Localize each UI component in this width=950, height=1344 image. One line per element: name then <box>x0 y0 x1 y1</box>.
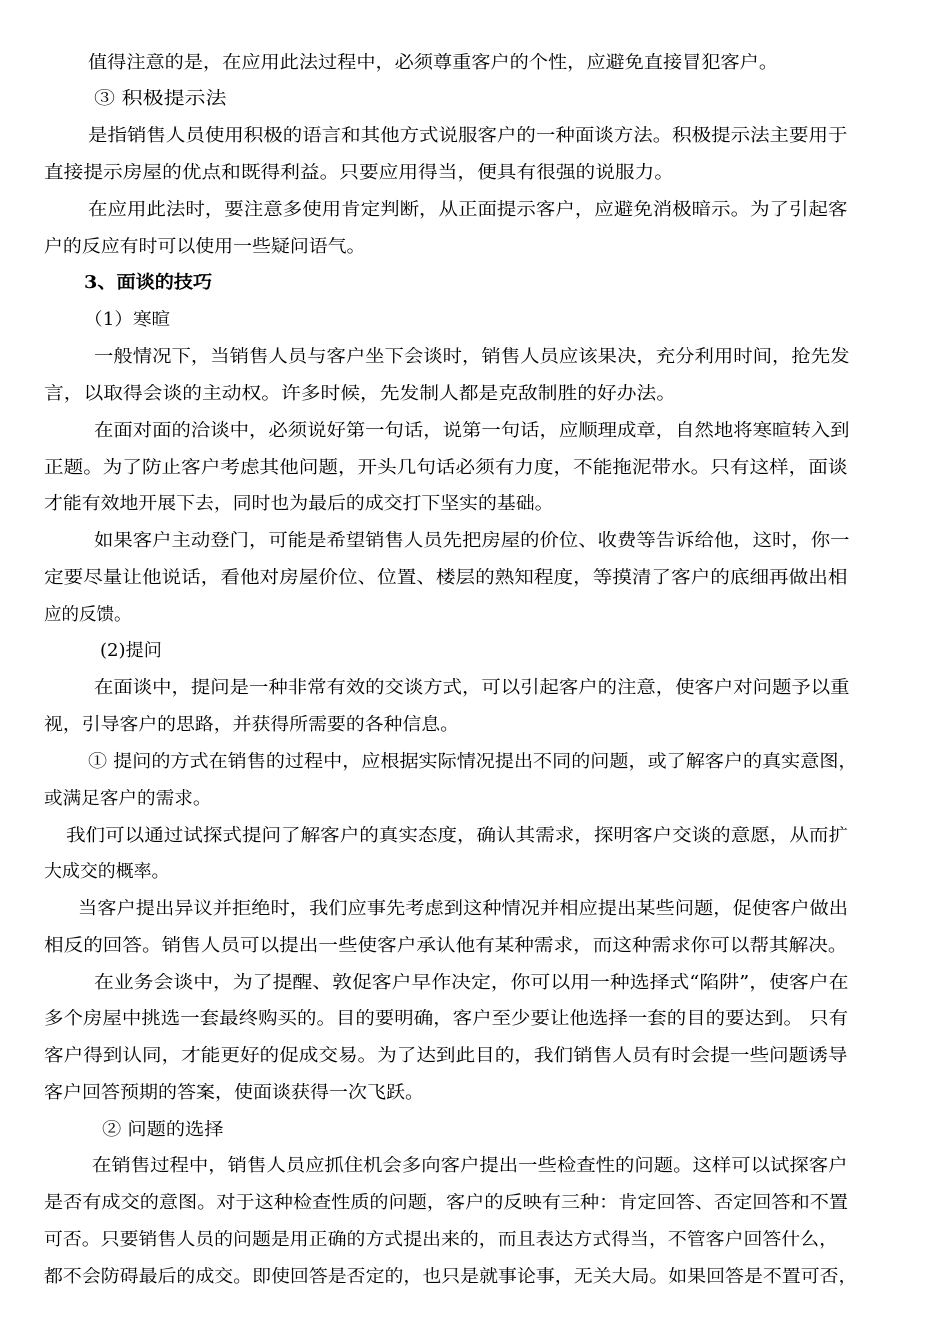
paragraph-line: 才能有效地开展下去，同时也为最后的成交打下坚实的基础。 <box>44 494 554 514</box>
paragraph-line: 当客户提出异议并拒绝时，我们应事先考虑到这种情况并相应提出某些问题，促使客户做出 <box>78 899 848 919</box>
section-heading: 3、面谈的技巧 <box>84 273 213 293</box>
paragraph-line: 在业务会谈中，为了提醒、敦促客户早作决定，你可以用一种选择式“陷阱”，使客户在 <box>94 973 849 993</box>
subheading-positive-prompting: ③ 积极提示法 <box>94 89 227 109</box>
paragraph-line: 多个房屋中挑选一套最终购买的。目的要明确，客户至少要让他选择一套的目的要达到。 只有 <box>44 1009 849 1029</box>
paragraph-line: 都不会防碍最后的成交。即使回答是否定的，也只是就事论事，无关大局。如果回答是不置可否， <box>44 1267 858 1287</box>
paragraph-line: 相反的回答。销售人员可以提出一些使客户承认他有某种需求，而这种需求你可以帮其解决。 <box>44 936 848 956</box>
paragraph-line: 应的反馈。 <box>44 605 132 625</box>
paragraph-line: 在应用此法时，要注意多使用肯定判断，从正面提示客户，应避免消极暗示。为了引起客 <box>88 200 848 220</box>
paragraph-line: 客户回答预期的答案，使面谈获得一次飞跃。 <box>44 1083 425 1103</box>
paragraph-line: 或满足客户的需求。 <box>44 789 212 809</box>
paragraph-line: ① 提问的方式在销售的过程中，应根据实际情况提出不同的问题，或了解客户的真实意图， <box>88 752 858 772</box>
paragraph-line: 大成交的概率。 <box>44 862 170 882</box>
subheading-questioning: (2)提问 <box>100 641 162 661</box>
paragraph-line: 在销售过程中，销售人员应抓住机会多向客户提出一些检查性的问题。这样可以试探客户 <box>92 1156 848 1176</box>
paragraph-line: 是指销售人员使用积极的语言和其他方式说服客户的一种面谈方法。积极提示法主要用于 <box>88 126 848 146</box>
paragraph-line: 客户得到认同，才能更好的促成交易。为了达到此目的，我们销售人员有时会提一些问题诱导 <box>44 1046 848 1066</box>
subheading-question-selection: ② 问题的选择 <box>102 1120 224 1140</box>
paragraph-line: 一般情况下，当销售人员与客户坐下会谈时，销售人员应该果决，充分利用时间，抢先发 <box>94 347 850 367</box>
paragraph-line: 言，以取得会谈的主动权。许多时候，先发制人都是克敌制胜的好办法。 <box>44 384 676 404</box>
paragraph-line: 定要尽量让他说话，看他对房屋价位、位置、楼层的熟知程度，等摸清了客户的底细再做出相 <box>44 568 848 588</box>
paragraph-line: 如果客户主动登门，可能是希望销售人员先把房屋的价位、收费等告诉给他，这时，你一 <box>94 531 850 551</box>
subheading-greetings: （1）寒暄 <box>84 310 171 330</box>
paragraph-line: 在面谈中，提问是一种非常有效的交谈方式，可以引起客户的注意，使客户对问题予以重 <box>94 678 850 698</box>
paragraph-line: 直接提示房屋的优点和既得利益。只要应用得当，便具有很强的说服力。 <box>44 163 674 183</box>
paragraph-line: 值得注意的是，在应用此法过程中，必须尊重客户的个性，应避免直接冒犯客户。 <box>88 53 778 73</box>
paragraph-line: 视，引导客户的思路，并获得所需要的各种信息。 <box>44 715 459 735</box>
paragraph-line: 我们可以通过试探式提问了解客户的真实态度，确认其需求，探明客户交谈的意愿，从而扩 <box>66 826 849 846</box>
paragraph-line: 正题。为了防止客户考虑其他问题，开头几句话必须有力度，不能拖泥带水。只有这样，面谈 <box>44 458 848 478</box>
paragraph-line: 可否。只要销售人员的问题是用正确的方式提出来的，而且表达方式得当，不管客户回答什么， <box>44 1230 838 1250</box>
paragraph-line: 是否有成交的意图。对于这种检查性质的问题，客户的反映有三种：肯定回答、否定回答和不置 <box>44 1193 848 1213</box>
paragraph-line: 户的反应有时可以使用一些疑问语气。 <box>44 237 366 257</box>
paragraph-line: 在面对面的洽谈中，必须说好第一句话，说第一句话，应顺理成章，自然地将寒暄转入到 <box>94 421 850 441</box>
